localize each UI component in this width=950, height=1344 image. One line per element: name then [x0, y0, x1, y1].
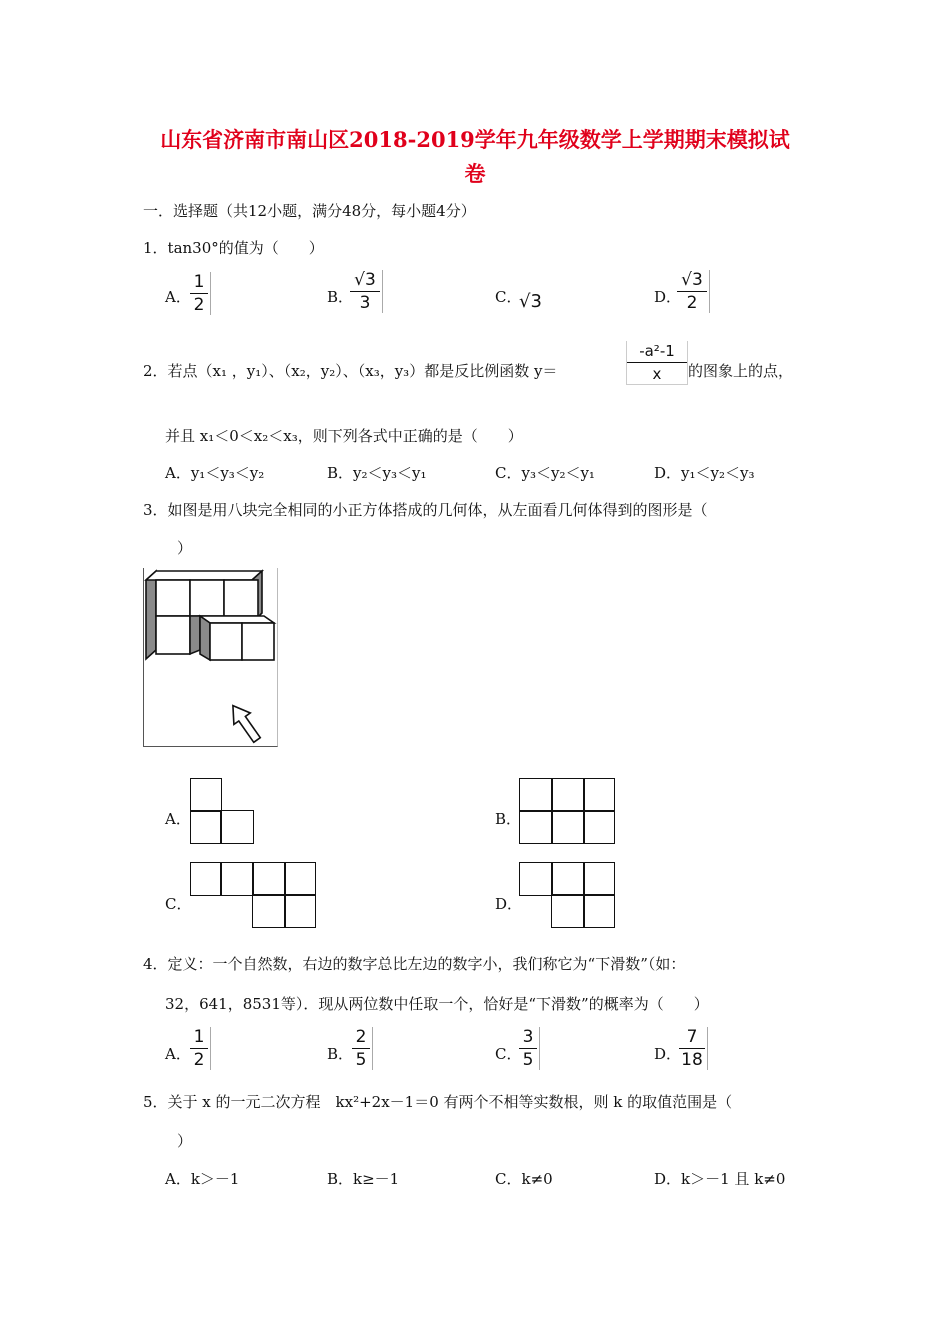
q3-option-d-label: D． [495, 895, 523, 913]
q4-c-denominator: 5 [522, 1050, 534, 1070]
q2-fraction-numerator: -a²-1 [639, 342, 675, 360]
q4-option-a-fraction [190, 1027, 208, 1070]
q3-option-d-figure [519, 862, 615, 928]
q2-option-b: B．y₂＜y₃＜y₁ [327, 464, 427, 482]
q1-a-numerator: 1 [193, 272, 205, 292]
cube-stack-drawing [144, 568, 277, 746]
q5-option-a: A．k＞－1 [165, 1170, 240, 1188]
q3-option-c-figure [190, 862, 316, 928]
q2-option-d: D．y₁＜y₂＜y₃ [654, 464, 755, 482]
q3-stem-end: ） [177, 539, 193, 557]
q3-option-a-label: A． [165, 810, 191, 828]
q3-solid-figure [143, 568, 278, 747]
q2-function-fraction [626, 341, 688, 385]
q4-stem-line2: 32，641，8531等）．现从两位数中任取一个，恰好是“下滑数”的概率为（ ） [165, 995, 709, 1013]
q2-stem-line2: 并且 x₁＜0＜x₂＜x₃，则下列各式中正确的是（ ） [165, 427, 523, 445]
q1-b-denominator: 3 [359, 293, 371, 313]
q5-option-b: B．k≥－1 [327, 1170, 400, 1188]
document-title-line1: 山东省济南市南山区2018-2019学年九年级数学上学期期末模拟试 [160, 127, 790, 152]
q2-stem-end: 的图象上的点， [688, 362, 794, 380]
document-title-line2: 卷 [464, 161, 486, 186]
q4-option-b-fraction [352, 1027, 370, 1070]
q5-option-c: C．k≠0 [495, 1170, 553, 1188]
q4-c-numerator: 3 [522, 1027, 534, 1047]
q5-stem: 5．关于 x 的一元二次方程 kx²+2x－1＝0 有两个不相等实数根，则 k 的取值范围是（ [143, 1093, 733, 1111]
q2-fraction-denominator: x [652, 365, 662, 383]
q1-d-numerator: √3 [681, 270, 703, 290]
q4-option-a-label: A． [165, 1045, 191, 1063]
q4-b-denominator: 5 [355, 1050, 367, 1070]
q4-option-d-fraction [679, 1027, 705, 1070]
q4-d-denominator: 18 [681, 1050, 703, 1070]
q4-option-d-label: D． [654, 1045, 682, 1063]
q2-option-c: C．y₃＜y₂＜y₁ [495, 464, 595, 482]
q2-stem-start: 2．若点（x₁ ，y₁）、（x₂，y₂）、（x₃，y₃）都是反比例函数 y＝ [143, 362, 558, 380]
q1-option-d-label: D． [654, 288, 682, 306]
q4-a-denominator: 2 [193, 1050, 205, 1070]
q1-option-a-label: A． [165, 288, 191, 306]
q3-option-c-label: C． [165, 895, 192, 913]
q1-b-numerator: √3 [354, 270, 376, 290]
q1-option-c-value: √3 [519, 291, 542, 312]
q3-stem: 3．如图是用八块完全相同的小正方体搭成的几何体，从左面看几何体得到的图形是（ [143, 501, 708, 519]
q1-option-d-fraction [677, 270, 707, 313]
q4-a-numerator: 1 [193, 1027, 205, 1047]
q1-d-denominator: 2 [686, 293, 698, 313]
section-heading: 一．选择题（共12小题，满分48分，每小题4分） [143, 202, 476, 220]
q3-option-b-figure [519, 778, 615, 844]
q4-option-c-fraction [519, 1027, 537, 1070]
q1-a-denominator: 2 [193, 295, 205, 315]
q4-option-c-label: C． [495, 1045, 522, 1063]
q1-option-b-label: B． [327, 288, 354, 306]
q1-option-b-fraction [350, 270, 380, 313]
q5-stem-end: ） [177, 1132, 193, 1150]
q4-option-b-label: B． [327, 1045, 354, 1063]
q5-option-d: D．k＞－1 且 k≠0 [654, 1170, 786, 1188]
q3-option-b-label: B． [495, 810, 522, 828]
q1-option-a-fraction [190, 272, 208, 315]
q4-stem-line1: 4．定义：一个自然数，右边的数字总比左边的数字小，我们称它为“下滑数”（如： [143, 955, 686, 973]
q4-b-numerator: 2 [355, 1027, 367, 1047]
q1-option-c-label: C． [495, 288, 522, 306]
q2-option-a: A．y₁＜y₃＜y₂ [165, 464, 265, 482]
q3-option-a-figure [190, 778, 254, 844]
q1-stem: 1．tan30°的值为（ ） [143, 239, 324, 257]
q4-d-numerator: 7 [686, 1027, 698, 1047]
